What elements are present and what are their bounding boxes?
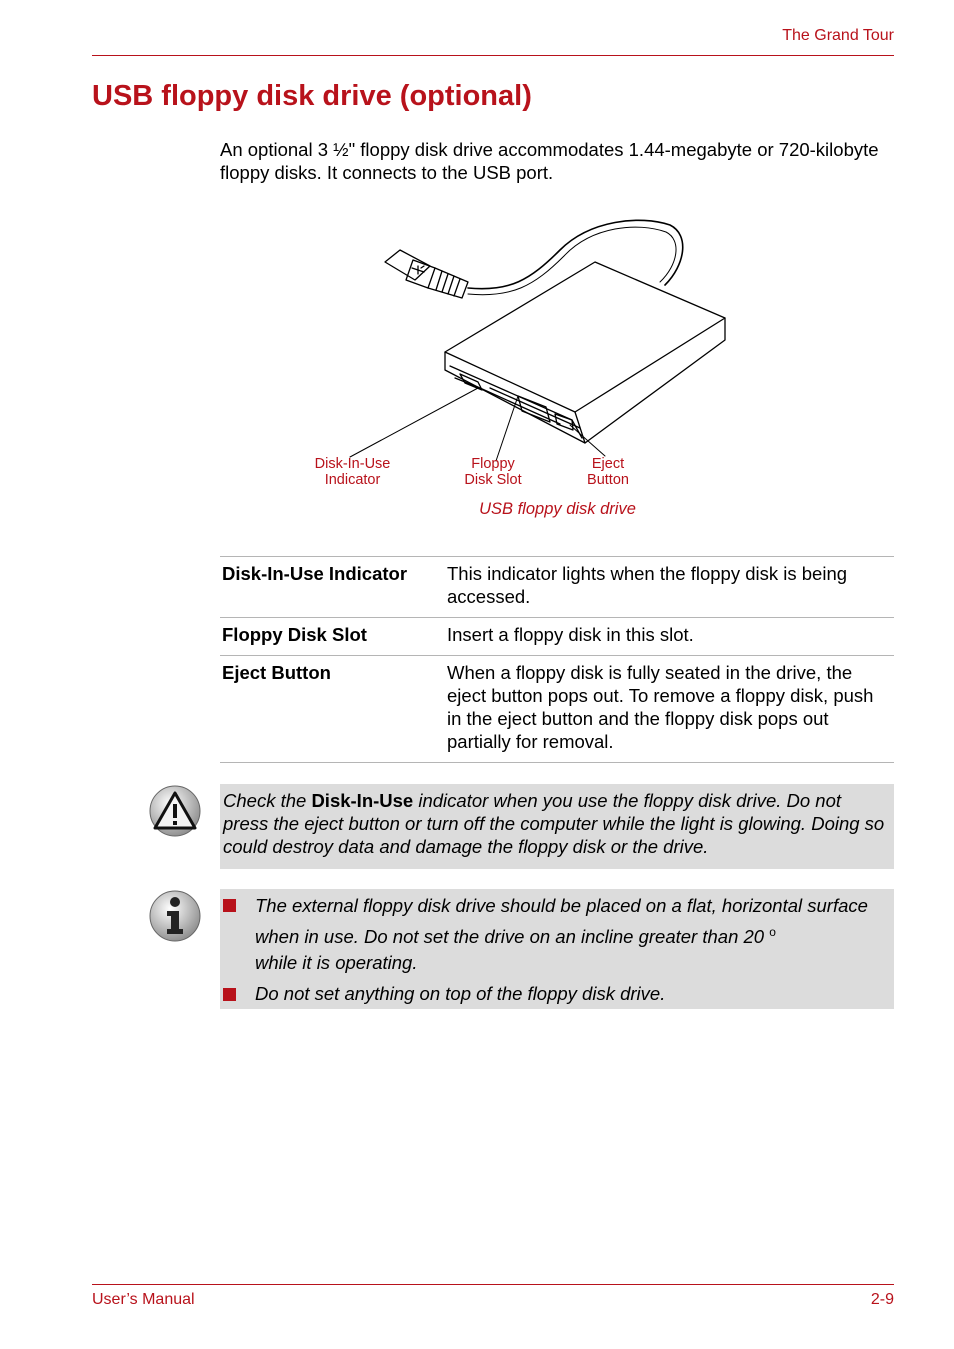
callout-disk-in-use-line1: Disk-In-Use — [314, 456, 391, 472]
table-row — [220, 557, 894, 618]
intro-paragraph: An optional 3 ½" floppy disk drive accommodates 1.44-megabyte or 720-kilobyte floppy disks. It connects to the USB port. — [220, 139, 879, 183]
table-description: Insert a floppy disk in this slot. — [447, 624, 694, 645]
table-description: This indicator lights when the floppy disk is being accessed. — [447, 563, 848, 607]
table-row — [220, 656, 894, 763]
bullet-square-icon — [223, 988, 236, 1001]
footer-manual-title: User’s Manual — [92, 1291, 195, 1308]
list-item — [223, 982, 891, 1005]
table-term: Eject Button — [222, 662, 331, 683]
table-term: Disk-In-Use Indicator — [222, 563, 408, 584]
callout-eject-line1: Eject — [591, 456, 625, 472]
caution-note — [220, 784, 894, 869]
callout-disk-in-use-line2: Indicator — [324, 472, 381, 488]
info-bullet-1-text-a: The external floppy disk drive should be placed on a flat, horizontal surface when in use. Do not set the drive on an incline greater than 20 — [255, 895, 868, 948]
caution-text-post: indicator when you use the floppy disk drive. Do not press the eject button or turn off the computer while the light is glowing. Doing so could destroy data and damage the floppy disk or the drive. — [223, 790, 885, 857]
table-description: When a floppy disk is fully seated in the drive, the eject button pops out. To remove a floppy disk, push in the eject button and the floppy disk pops out partially for removal. — [447, 662, 874, 752]
callout-eject-line2: Button — [587, 472, 629, 488]
page-title: USB floppy disk drive (optional) — [92, 80, 532, 112]
page-number: 2-9 — [870, 1291, 894, 1308]
list-item — [223, 893, 891, 976]
info-icon — [148, 889, 202, 943]
header-rule — [92, 55, 894, 56]
running-header: The Grand Tour — [782, 27, 894, 44]
degree-symbol: o — [769, 925, 776, 939]
callout-disk-in-use — [305, 456, 400, 488]
info-bullet-1-text-b: while it is operating. — [255, 952, 418, 974]
info-bullet-2: Do not set anything on top of the floppy disk drive. — [255, 983, 666, 1005]
info-note — [220, 889, 894, 1009]
info-bullet-1 — [255, 893, 891, 976]
footer-rule — [92, 1284, 894, 1285]
bullet-square-icon — [223, 899, 236, 912]
caution-text-pre: Check the — [223, 790, 312, 811]
component-description-table — [220, 556, 894, 763]
figure-caption: USB floppy disk drive — [479, 500, 636, 518]
caution-text-bold: Disk-In-Use — [311, 790, 414, 811]
callout-floppy-line2: Disk Slot — [464, 472, 522, 488]
callout-eject-button — [578, 456, 638, 488]
table-term: Floppy Disk Slot — [222, 624, 367, 645]
callout-floppy-line1: Floppy — [471, 456, 515, 472]
table-row — [220, 618, 894, 656]
warning-triangle-icon — [148, 784, 202, 838]
callout-floppy-disk-slot — [455, 456, 531, 488]
